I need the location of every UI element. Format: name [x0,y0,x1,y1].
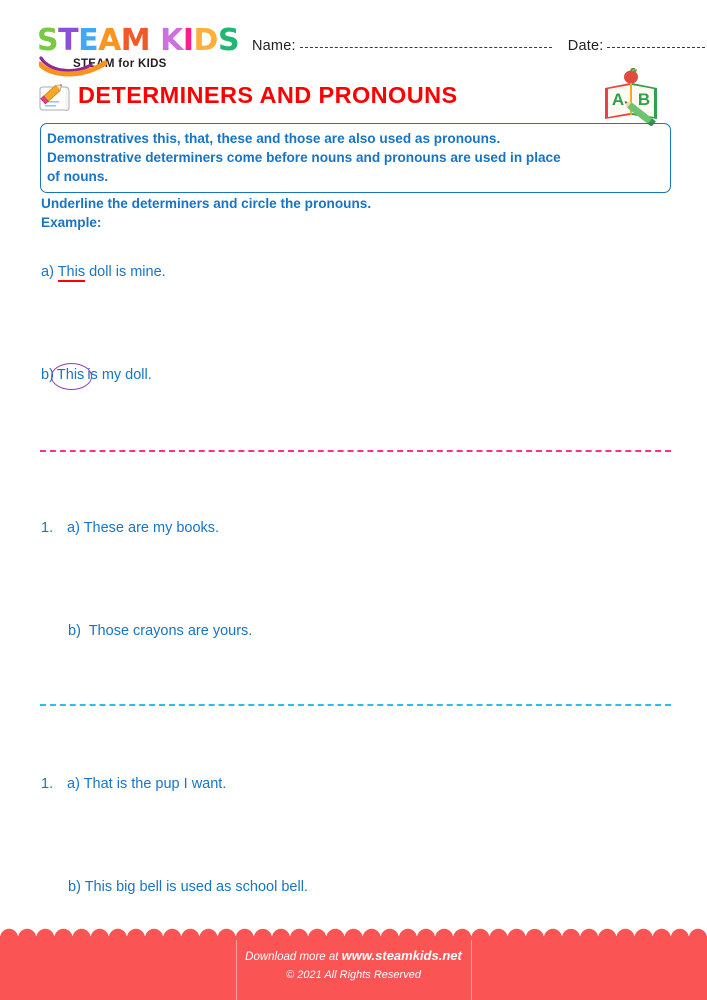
question-2-number: 1. [41,776,54,792]
name-input[interactable] [300,38,552,48]
pencil-note-icon [34,80,76,116]
logo-letter-5 [150,26,160,56]
logo-letter-4: M [120,23,151,58]
example-label: Example: [41,215,102,230]
logo-letter-1: T [58,23,79,58]
example-item-b [41,367,152,383]
instruction-line: Demonstratives this, that, these and those are also used as pronouns. [47,131,501,146]
example-item-a [41,264,166,280]
book-letter-b: B [637,90,651,109]
logo-letter-7: I [182,23,194,58]
question-1-part-a [41,520,219,536]
instruction-line: Demonstrative determiners come before nouns and pronouns are used in place [47,150,561,165]
date-input[interactable] [607,38,707,48]
example-b-word-text: This [56,367,85,383]
task-instruction: Underline the determiners and circle the pronouns. [41,196,372,211]
footer-text-block [0,948,707,983]
logo-letter-6: K [160,23,183,58]
date-label: Date: [567,38,604,54]
question-2-part-b [68,879,308,895]
book-letter-a: A [611,90,625,109]
question-1b-label: b) [68,623,81,639]
page-header [0,0,707,120]
example-a-rest: doll is mine. [85,264,166,280]
question-1a-text: These are my books. [83,520,220,536]
page-footer [0,936,707,1000]
example-b-label: b) [41,367,54,383]
scallop-path [0,929,707,947]
question-2-part-a [41,776,226,792]
question-2b-label: b) [68,879,81,895]
scalloped-edge-icon [0,927,707,947]
steam-kids-logo [37,23,240,70]
logo-tagline: STEAM for KIDS [73,58,167,70]
instruction-line: of nouns. [47,169,109,184]
footer-download-prefix: Download more at [245,951,339,963]
pink-dashed-separator [40,450,671,452]
example-a-label: a) [41,264,54,280]
question-1b-text: Those crayons are yours. [88,623,253,639]
question-1-part-b [68,623,252,639]
example-a-marked-word: This [57,264,86,280]
footer-copyright: © 2021 All Rights Reserved [286,969,421,981]
logo-letter-0: S [37,23,59,58]
logo-letter-9: S [217,23,240,58]
name-label: Name: [252,38,296,54]
question-2a-text: That is the pup I want. [83,776,227,792]
abc-book-icon [600,68,662,126]
instruction-box [40,123,671,193]
example-b-marked-word [54,367,87,383]
logo-letter-8: D [193,23,218,58]
logo-letter-2: E [78,23,99,58]
cyan-dashed-separator [40,704,671,706]
question-2b-text: This big bell is used as school bell. [84,879,308,895]
name-date-fields [252,38,707,54]
title-row [0,78,707,120]
question-2a-label: a) [67,776,80,792]
footer-download-line [0,948,707,965]
logo-letter-3: A [98,23,121,58]
page-title: DETERMINERS AND PRONOUNS [78,82,458,108]
question-1-number: 1. [41,520,54,536]
footer-site-link[interactable]: www.steamkids.net [341,948,462,963]
question-1a-label: a) [67,520,80,536]
example-b-rest: is my doll. [87,367,152,383]
logo-wordmark [37,23,240,58]
